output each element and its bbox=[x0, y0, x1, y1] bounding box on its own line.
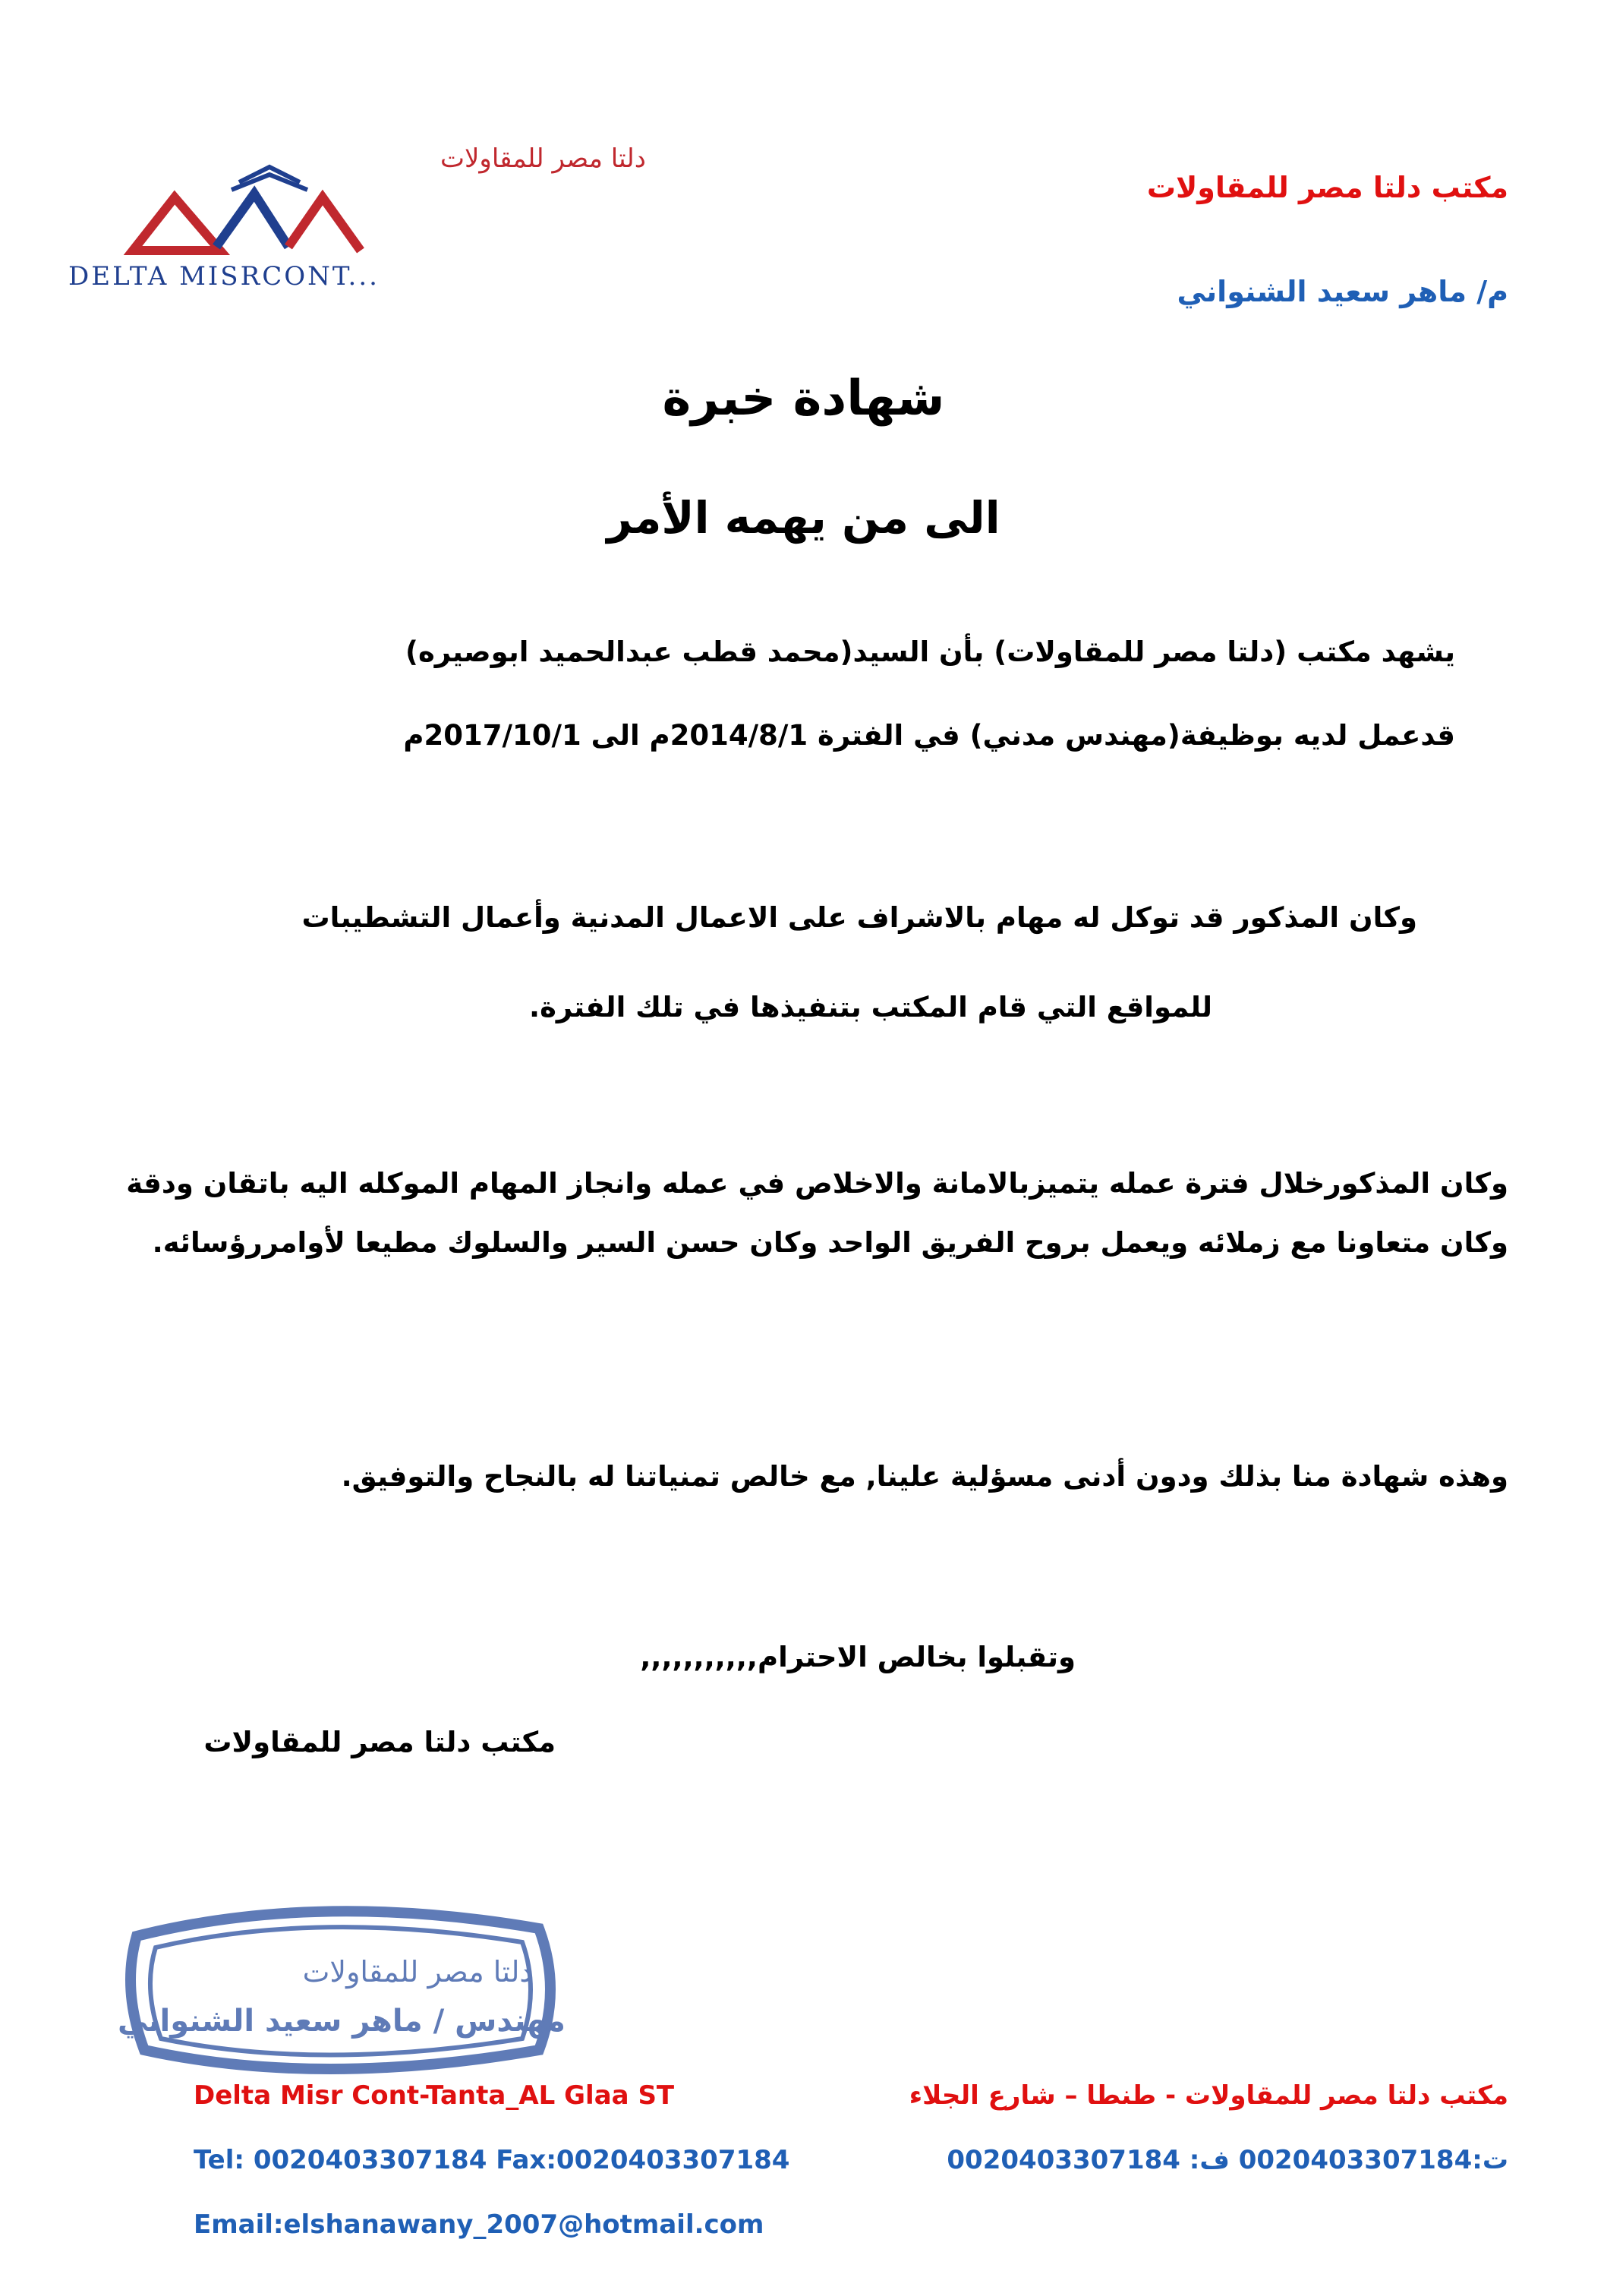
company-logo bbox=[61, 114, 646, 296]
body-line-4: للمواقع التي قام المكتب بتنفيذها في تلك الفترة. bbox=[529, 991, 1212, 1023]
stamp-line-2: مهندس / ماهر سعيد الشنواني bbox=[118, 2004, 566, 2039]
engineer-name: م/ ماهر سعيد الشنواني bbox=[1177, 275, 1508, 308]
footer-english-address: Delta Misr Cont-Tanta_AL Glaa ST bbox=[194, 2080, 675, 2111]
closing-line: وتقبلوا بخالص الاحترام,,,,,,,,,,, bbox=[640, 1641, 1076, 1673]
footer-arabic-address: مكتب دلتا مصر للمقاولات - طنطا – شارع الجلاء bbox=[909, 2080, 1508, 2111]
document-title: شهادة خبرة bbox=[662, 371, 945, 427]
document-subtitle: الى من يهمه الأمر bbox=[607, 492, 1000, 544]
body-line-6: وهذه شهادة منا بذلك ودون أدنى مسؤلية علينا, مع خالص تمنياتنا له بالنجاح والتوفيق. bbox=[341, 1460, 1508, 1493]
body-line-3: وكان المذكور قد توكل له مهام بالاشراف على الاعمال المدنية وأعمال التشطيبات bbox=[301, 901, 1417, 934]
body-line-1: يشهد مكتب (دلتا مصر للمقاولات) بأن السيد(محمد قطب عبدالحميد ابوصيره) bbox=[405, 636, 1455, 668]
signature-office: مكتب دلتا مصر للمقاولات bbox=[203, 1726, 556, 1758]
footer-email: Email:elshanawany_2007@hotmail.com bbox=[194, 2209, 764, 2240]
stamp-line-1: دلتا مصر للمقاولات bbox=[302, 1955, 533, 1988]
company-stamp bbox=[91, 1875, 585, 2103]
body-line-2: قدعمل لديه بوظيفة(مهندس مدني) في الفترة 2014/8/1م الى 2017/10/1م bbox=[403, 719, 1455, 752]
logo-english-text: DELTA MISRCONT... bbox=[68, 261, 380, 292]
footer-arabic-phones: ت:0020403307184 ف: 0020403307184 bbox=[947, 2145, 1508, 2175]
office-name: مكتب دلتا مصر للمقاولات bbox=[1146, 171, 1508, 204]
logo-arabic-text: دلتا مصر للمقاولات bbox=[440, 144, 646, 174]
footer-english-phones: Tel: 0020403307184 Fax:0020403307184 bbox=[194, 2145, 790, 2175]
body-paragraph-conduct: وكان المذكورخلال فترة عمله يتميزبالامانة والاخلاص في عمله وانجاز المهام الموكله اليه باتقان ودقة وكان متعاونا مع زملائه ويعمل بروح الفريق الواحد وكان حسن السير والسلوك مطيعا لأوامررؤسائه. bbox=[126, 1167, 1508, 1259]
